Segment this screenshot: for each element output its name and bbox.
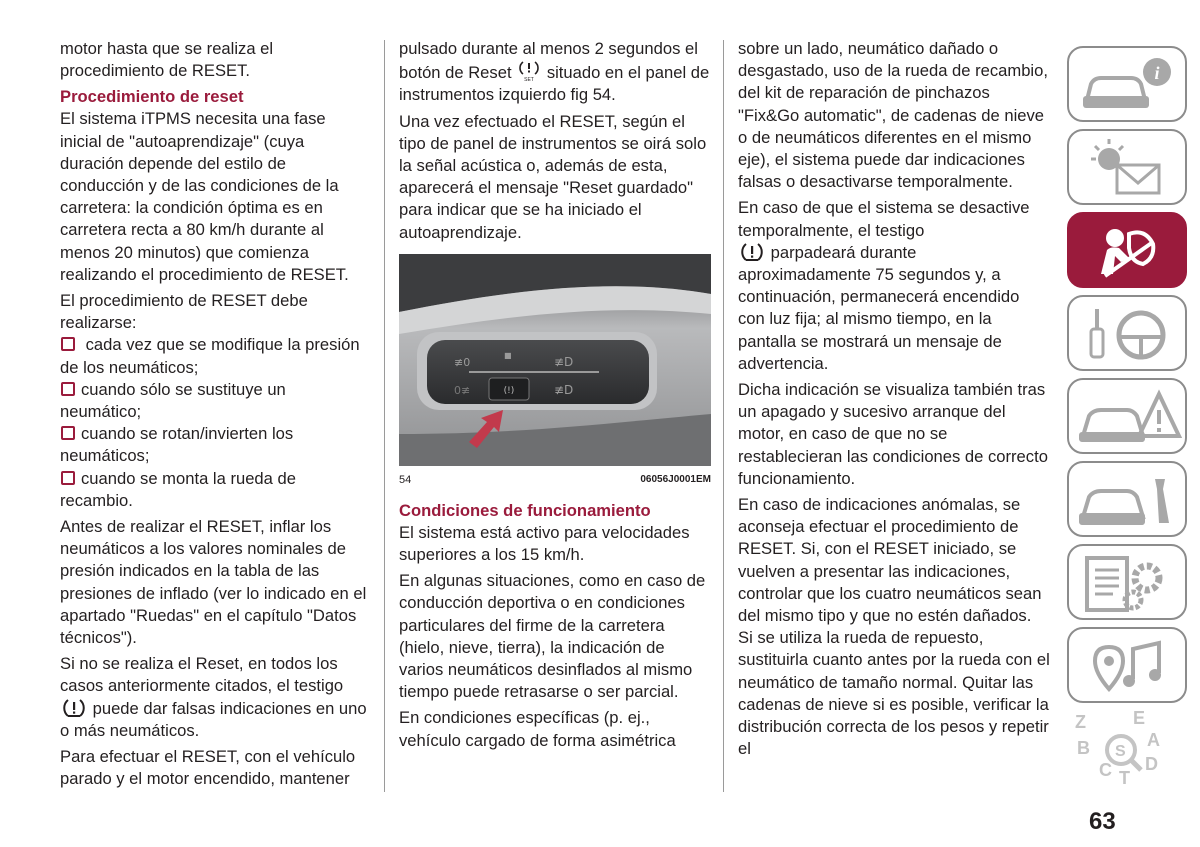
paragraph: En algunas situaciones, como en caso de conducción deportiva o en condiciones particulares del firme de la carretera (hielo, nieve, tierra), la indicación de varios neumáticos desinflados al mismo tiempo puede retrasarse o ser parcial. <box>399 571 706 702</box>
svg-text:≢D: ≢D <box>554 382 574 397</box>
text-column-2 <box>399 38 711 756</box>
paragraph: El procedimiento de RESET debe realizarse: <box>60 291 308 333</box>
svg-text:C: C <box>1099 760 1112 780</box>
page-number: 63 <box>1089 808 1116 835</box>
checkbox-bullet-icon <box>61 382 75 396</box>
svg-text:(!): (!) <box>503 385 515 396</box>
tab-safety[interactable] <box>1067 212 1187 288</box>
key-steering-wheel-icon <box>1069 297 1189 373</box>
paragraph: En caso de que el sistema se desactive temporalmente, el testigo parpadeará durante aproximadamente 75 segundos y, a continuación, permanecerá encendido con luz fija; al mismo tiempo, en la pantalla se mostrará un mensaje de advertencia. <box>738 198 1030 373</box>
figure-caption <box>399 474 711 486</box>
svg-text:E: E <box>1133 710 1146 728</box>
checkbox-bullet-icon <box>61 471 75 485</box>
paragraph: Una vez efectuado el RESET, según el tipo de panel de instrumentos se oirá solo la señal acústica o, además de esta, aparecerá el mensaje "Reset guardado" para indicar que se ha iniciado el autoaprendizaje. <box>399 111 707 242</box>
car-wrench-icon <box>1069 463 1189 539</box>
paragraph: En condiciones específicas (p. ej., vehículo cargado de forma asimétrica <box>399 708 676 750</box>
section-heading-conditions: Condiciones de funcionamiento <box>399 500 651 520</box>
car-info-icon <box>1069 48 1189 124</box>
dashboard-switch-panel-image <box>399 254 711 466</box>
checkbox-bullet-icon <box>61 426 75 440</box>
multimedia-icon <box>1069 629 1189 705</box>
section-heading-reset: Procedimiento de reset <box>60 87 244 107</box>
paragraph: pulsado durante al menos 2 segundos el botón de Reset SET situado en el panel de instrumentos izquierdo fig 54. <box>399 39 710 105</box>
paragraph: Para efectuar el RESET, con el vehículo parado y el motor encendido, mantener <box>60 747 356 789</box>
text-column-1 <box>60 38 370 795</box>
list-item: cuando se monta la rueda de recambio. <box>60 468 296 510</box>
svg-text:0≢: 0≢ <box>454 383 471 397</box>
tab-lights-messages[interactable] <box>1067 129 1187 205</box>
figure-code: 06056J0001EM <box>640 473 711 485</box>
svg-text:A: A <box>1147 730 1160 750</box>
tab-starting-driving[interactable] <box>1067 295 1187 371</box>
paragraph: Dicha indicación se visualiza también tras un apagado y sucesivo arranque del motor, en caso de que no se restablecieran las condiciones de correcto funcionamiento. <box>738 380 1048 488</box>
airbag-seatbelt-icon <box>1069 214 1189 290</box>
tire-pressure-warning-icon <box>740 242 764 262</box>
svg-text:i: i <box>1154 63 1160 83</box>
figure-number: 54 <box>399 473 412 486</box>
paragraph: motor hasta que se realiza el procedimiento de RESET. <box>60 39 274 81</box>
tab-car-info[interactable] <box>1067 46 1187 122</box>
text-column-3 <box>738 38 1050 765</box>
tab-multimedia[interactable] <box>1067 627 1187 703</box>
svg-text:≢D: ≢D <box>554 354 574 369</box>
paragraph: sobre un lado, neumático dañado o desgastado, uso de la rueda de recambio, del kit de reparación de pinchazos "Fix&Go automatic", de cadenas de nieve o de neumáticos diferentes en el mismo eje), el sistema puede dar indicaciones falsas o desactivarse temporalmente. <box>738 39 1048 192</box>
list-item: cuando sólo se sustituye un neumático; <box>60 379 286 422</box>
bullet-list <box>60 334 370 512</box>
tab-index[interactable] <box>1067 710 1187 786</box>
svg-text:S: S <box>1115 743 1126 760</box>
tire-pressure-warning-icon <box>62 698 86 718</box>
column-divider-left <box>384 40 385 792</box>
paragraph: Si no se realiza el Reset, en todos los casos anteriormente citados, el testigo puede dar falsas indicaciones en uno o más neumáticos. <box>60 654 367 740</box>
tab-maintenance[interactable] <box>1067 461 1187 537</box>
lights-message-icon <box>1069 131 1189 207</box>
svg-text:Z: Z <box>1075 712 1086 732</box>
paragraph: El sistema iTPMS necesita una fase inicial de "autoaprendizaje" (cuya duración depende del estilo de conducción y de las condiciones de la carretera: la condición óptima es en carretera recta a 80 km/h durante al menos 20 minutos) que comienza realizando el procedimiento de RESET. <box>60 109 349 284</box>
svg-text:SET: SET <box>524 77 535 83</box>
specs-gears-icon <box>1069 546 1189 622</box>
figure-54-photo <box>399 254 711 466</box>
alphabetical-index-icon <box>1067 710 1187 786</box>
paragraph: Antes de realizar el RESET, inflar los neumáticos a los valores nominales de presión indicados en la tabla de las presiones de inflado (ver lo indicado en el apartado "Ruedas" en el capítulo "Datos técnicos"). <box>60 517 367 648</box>
svg-text:B: B <box>1077 738 1090 758</box>
paragraph: En caso de indicaciones anómalas, se aconseja efectuar el procedimiento de RESET. Si, con el RESET iniciado, se vuelven a presentar las indicaciones, controlar que los cuatro neumáticos sean del mismo tipo y que no estén dañados. Si se utiliza la rueda de repuesto, sustituirla cuanto antes por la rueda con el neumático de tamaño normal. Quitar las cadenas de nieve si es posible, verificar la distribución correcta de los pesos y repetir el <box>738 495 1050 759</box>
svg-text:D: D <box>1145 754 1158 774</box>
tab-emergency[interactable] <box>1067 378 1187 454</box>
paragraph: El sistema está activo para velocidades superiores a los 15 km/h. <box>399 522 690 565</box>
list-item: cuando se rotan/invierten los neumáticos; <box>60 424 294 466</box>
svg-text:≢0: ≢0 <box>454 355 471 369</box>
svg-text:T: T <box>1119 768 1130 786</box>
svg-text:■: ■ <box>504 350 512 360</box>
tab-technical-data[interactable] <box>1067 544 1187 620</box>
column-divider-right <box>723 40 724 792</box>
list-item: cada vez que se modifique la presión de los neumáticos; <box>60 335 360 377</box>
tpms-reset-button-icon <box>518 60 540 82</box>
checkbox-bullet-icon <box>61 337 75 351</box>
car-warning-icon <box>1069 380 1189 456</box>
